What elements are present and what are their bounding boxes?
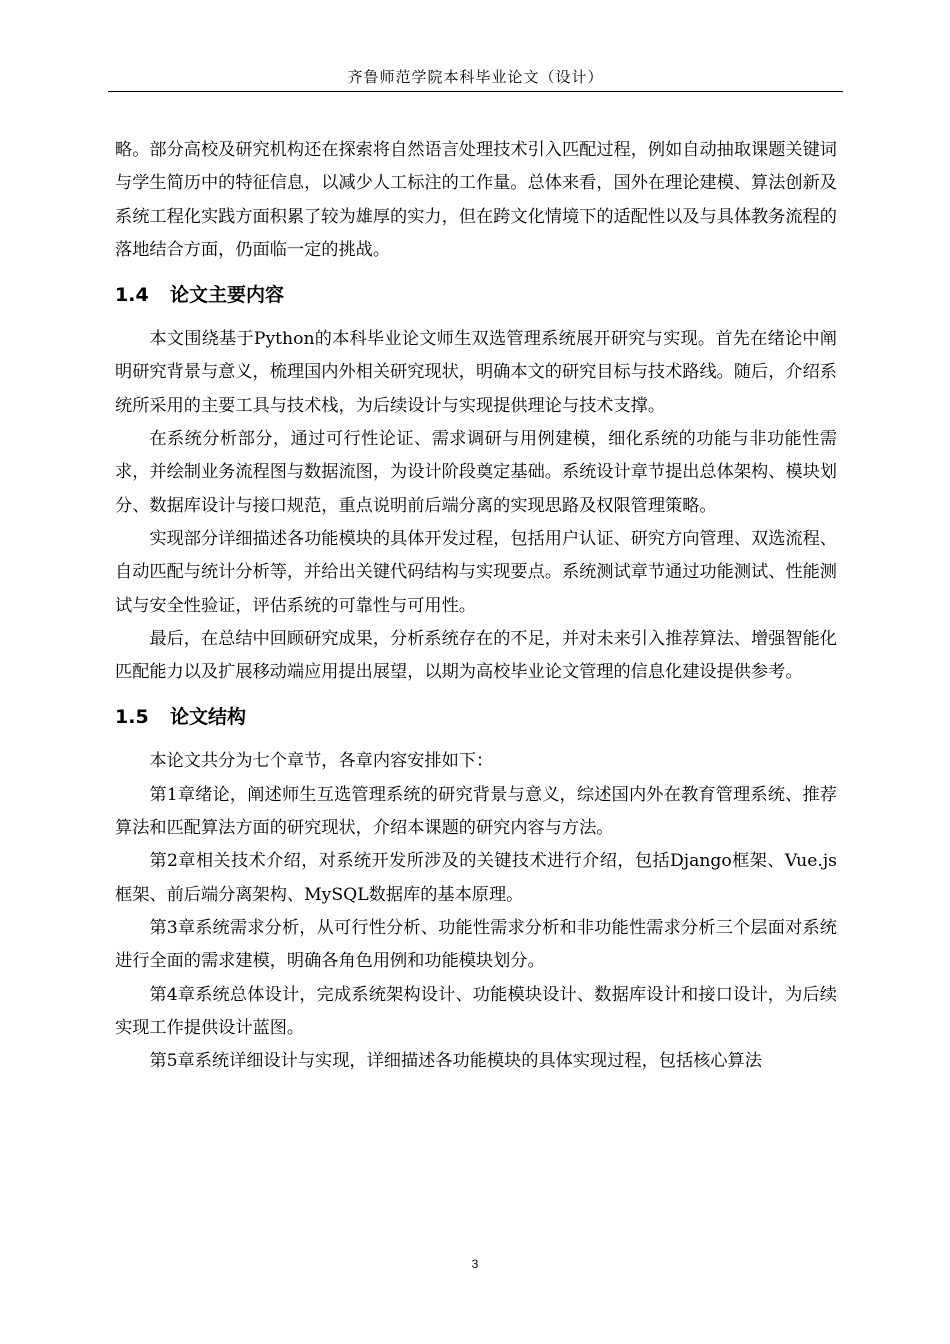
section-heading-1-4 [115, 267, 837, 323]
paragraph: 本论文共分为七个章节，各章内容安排如下： [149, 751, 494, 772]
section-number: 1.4 [115, 284, 149, 307]
paragraph: 本文围绕基于Python的本科毕业论文师生双选管理系统展开研究与实现。首先在绪论中阐明研究背景与意义，梳理国内外相关研究现状，明确本文的研究目标与技术路线。随后，介绍系统所采用的主要工具与技术栈，为后续设计与实现提供理论与技术支撑。 [115, 329, 837, 416]
page-body [115, 134, 837, 1078]
section-heading-1-5 [115, 689, 837, 745]
page-number: 3 [471, 1257, 479, 1271]
paragraph: 实现部分详细描述各功能模块的具体开发过程，包括用户认证、研究方向管理、双选流程、自动匹配与统计分析等，并给出关键代码结构与实现要点。系统测试章节通过功能测试、性能测试与安全性验证，评估系统的可靠性与可用性。 [115, 528, 837, 616]
paragraph: 第1章绪论，阐述师生互选管理系统的研究背景与意义，综述国内外在教育管理系统、推荐算法和匹配算法方面的研究现状，介绍本课题的研究内容与方法。 [115, 784, 837, 839]
page-header [108, 66, 843, 92]
header-title: 齐鲁师范学院本科毕业论文（设计） [347, 68, 604, 86]
section-title: 论文结构 [170, 706, 247, 729]
section-number: 1.5 [115, 706, 149, 729]
paragraph: 第2章相关技术介绍，对系统开发所涉及的关键技术进行介绍，包括Django框架、Vue.js框架、前后端分离架构、MySQL数据库的基本原理。 [115, 851, 837, 905]
paragraph: 第3章系统需求分析，从可行性分析、功能性需求分析和非功能性需求分析三个层面对系统进行全面的需求建模，明确各角色用例和功能模块划分。 [115, 917, 837, 972]
paragraph: 第5章系统详细设计与实现，详细描述各功能模块的具体实现过程，包括核心算法 [149, 1051, 762, 1072]
paragraph: 最后，在总结中回顾研究成果，分析系统存在的不足，并对未来引入推荐算法、增强智能化匹配能力以及扩展移动端应用提出展望，以期为高校毕业论文管理的信息化建设提供参考。 [115, 628, 837, 683]
section-title: 论文主要内容 [170, 284, 285, 307]
paragraph-continued: 略。部分高校及研究机构还在探索将自然语言处理技术引入匹配过程，例如自动抽取课题关键词与学生简历中的特征信息，以减少人工标注的工作量。总体来看，国外在理论建模、算法创新及系统工程化实践方面积累了较为雄厚的实力，但在跨文化情境下的适配性以及与具体教务流程的落地结合方面，仍面临一定的挑战。 [115, 140, 837, 260]
paragraph: 在系统分析部分，通过可行性论证、需求调研与用例建模，细化系统的功能与非功能性需求，并绘制业务流程图与数据流图，为设计阶段奠定基础。系统设计章节提出总体架构、模块划分、数据库设计与接口规范，重点说明前后端分离的实现思路及权限管理策略。 [115, 429, 837, 516]
paragraph: 第4章系统总体设计，完成系统架构设计、功能模块设计、数据库设计和接口设计，为后续实现工作提供设计蓝图。 [115, 984, 837, 1038]
